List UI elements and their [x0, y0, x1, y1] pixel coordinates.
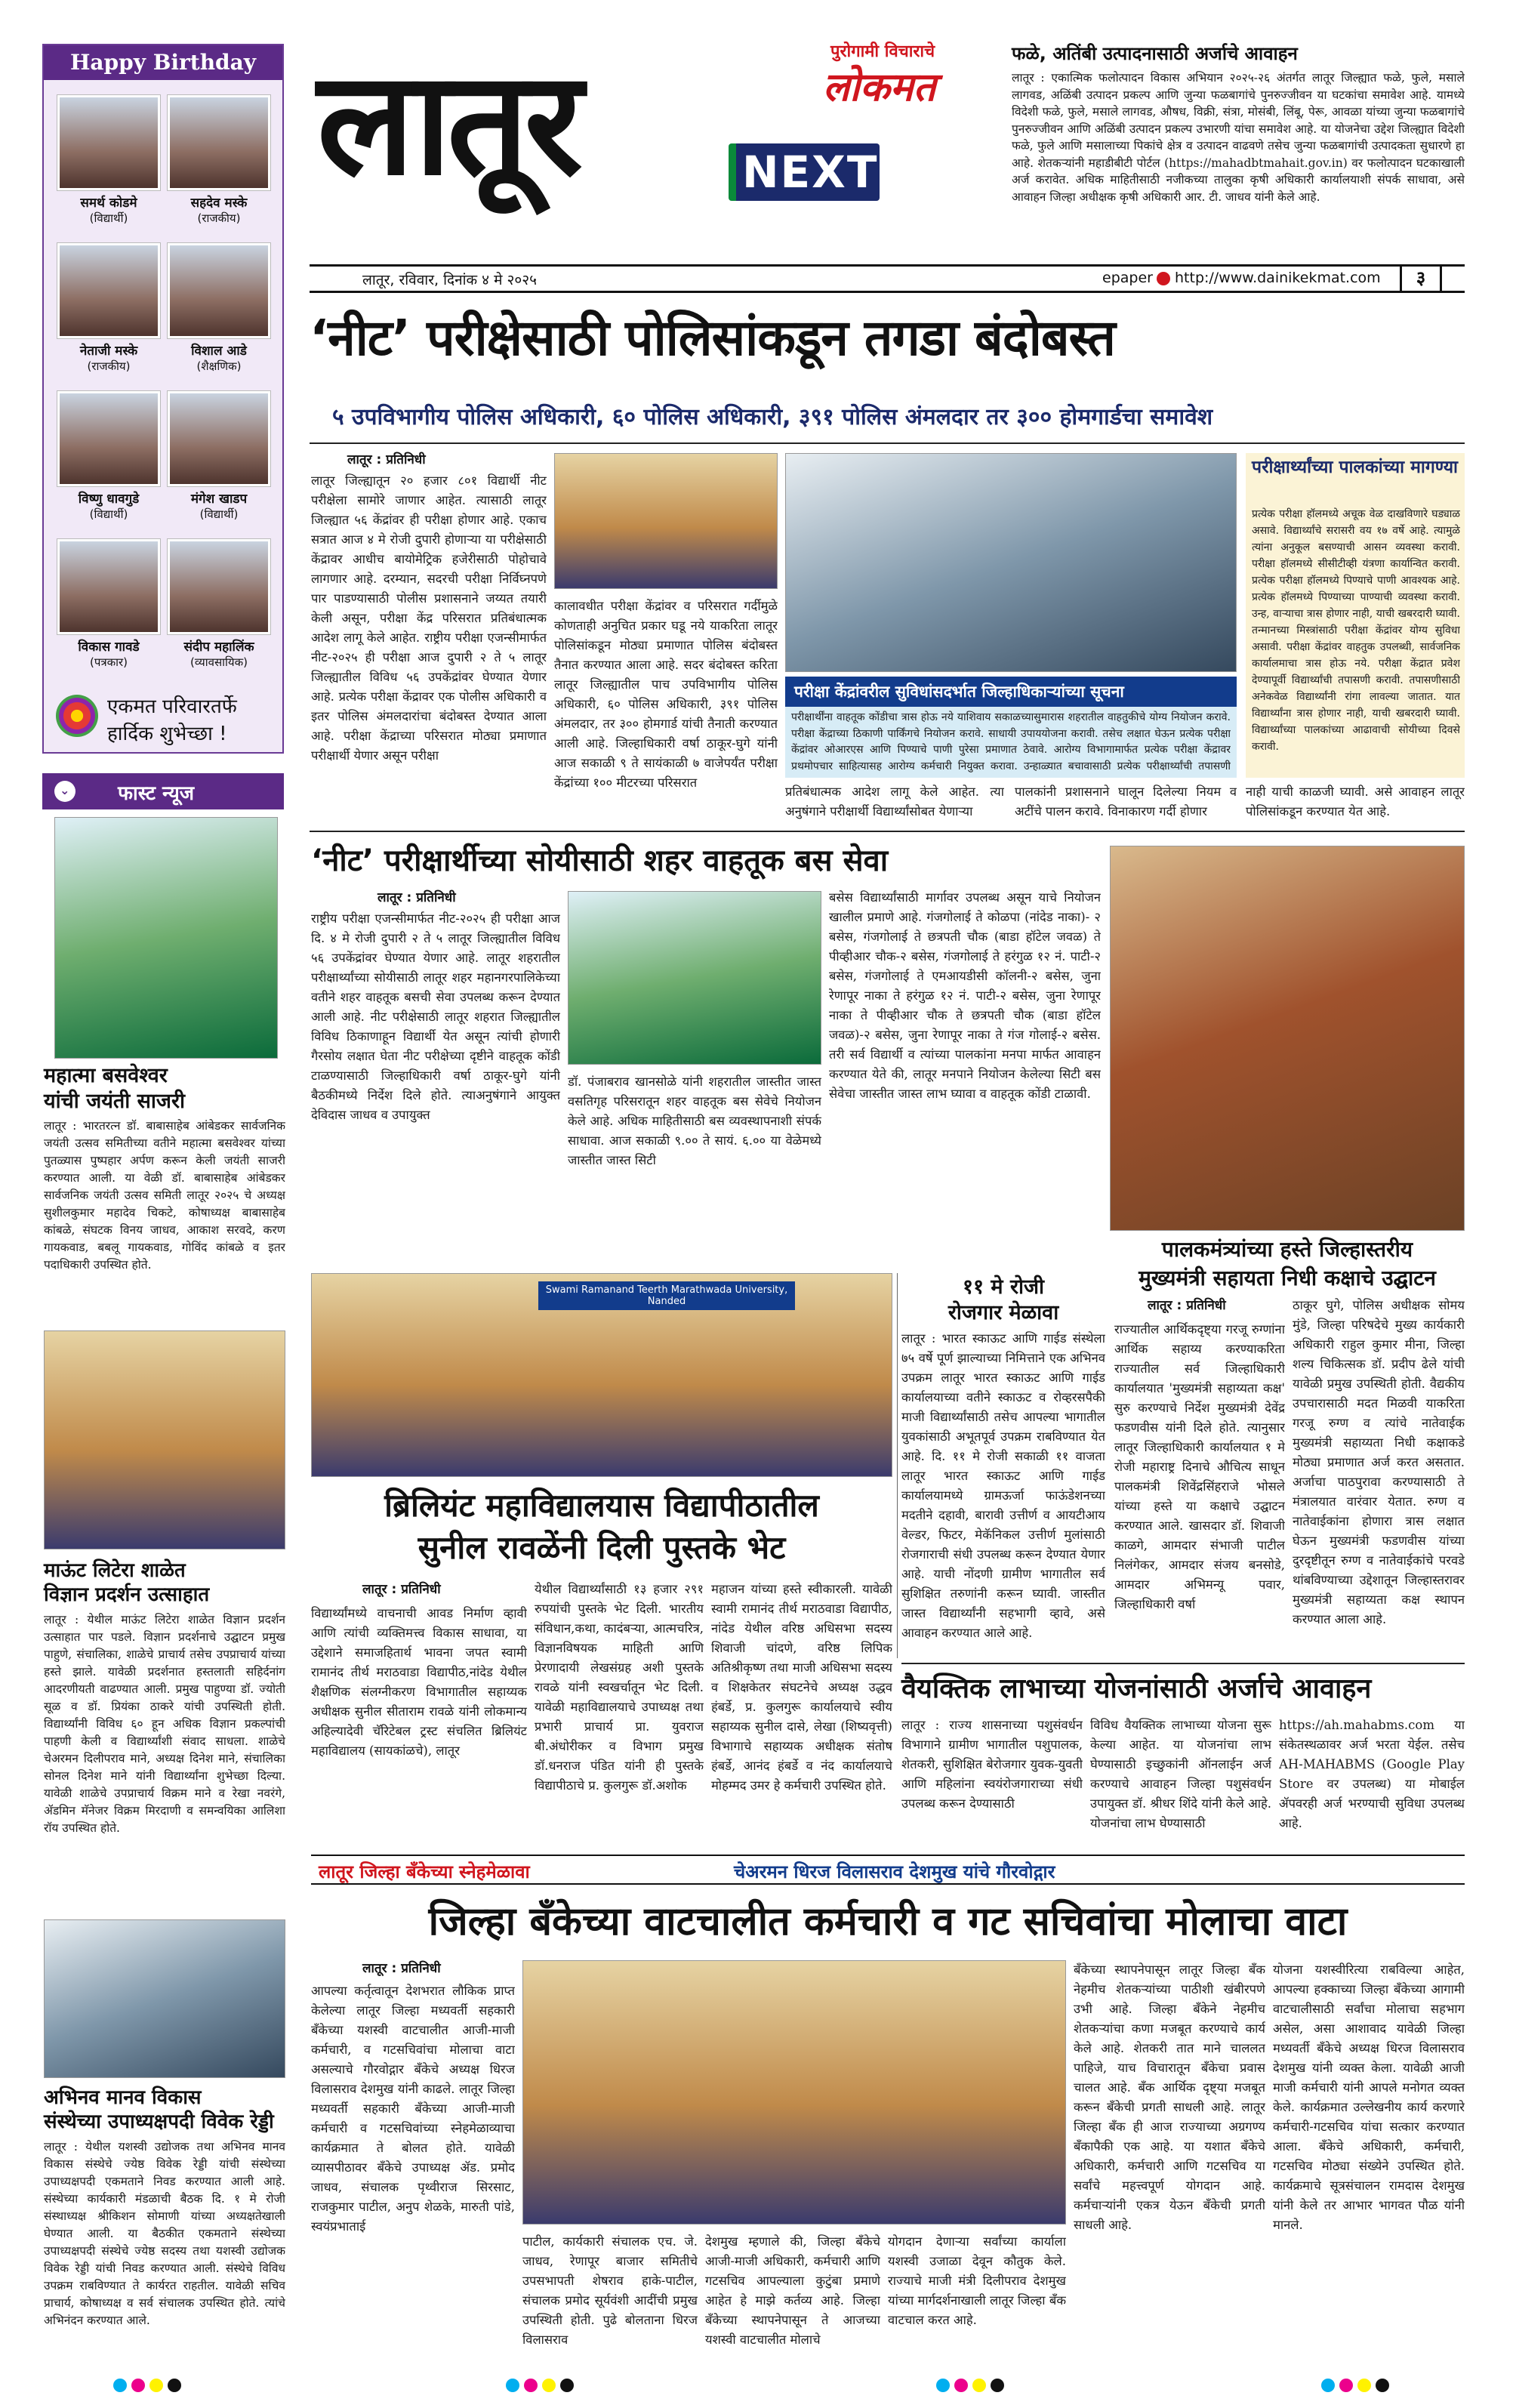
vaiyaktik-col3: https://ah.mahabms.com या संकेतस्थळावर अर्ज भरता येईल. तसेच AH-MAHABMS (Google Play Store वर उपलब्ध) या मोबाईल ॲपवरही अर्ज भरण्याची सुविधा उपलब्ध आहे. — [1279, 1718, 1465, 1830]
neet-main-subhead: ५ उपविभागीय पोलिस अधिकारी, ६० पोलिस अधिकारी, ३९१ पोलिस अंमलदार तर ३०० होमगार्डचा समावेश — [332, 404, 1213, 430]
lokmat-logo: लोकमत — [823, 65, 936, 110]
brilliant-col2: येथील विद्यार्थ्यांसाठी १३ हजार २९१ रुपयांची पुस्तके भेट दिली. भारतीय संविधान,कथा, कादंबऱ्या, आत्मचरित्र, विज्ञानविषयक माहिती आणि प्रेरणादायी लेखसंग्रह अशी पुस्तके रावळे यांनी स्वखर्चातून भेट दिली. यावेळी महाविद्यालयाचे उपाध्यक्ष तथा प्रभारी प्राचार्य प्रा. युवराज बी.अंधोरीकर व विभाग प्रमुख डॉ.धनराज पंडित यांनी ही पुस्तके विद्यापीठाचे प्र. कुलगुरू डॉ.अशोक — [535, 1582, 704, 1793]
avatar — [57, 539, 160, 634]
neet-main-col3: प्रतिबंधात्मक आदेश लागू केले आहेत. त्या अनुषंगाने परीक्षार्थी विद्यार्थ्यांसोबत येणाऱ्या — [785, 785, 1004, 819]
bank-col6: योजना यशस्वीरित्या राबविल्या आहेत, आपल्या हक्काच्या जिल्हा बँकेच्या आगामी वाटचालीसाठी सर्वांचा मोलाचा सहभाग असेल, असा आशावाद यावेळी जिल्हा मध्यवर्ती बँकेचे अध्यक्ष धिरज विलासराव देशमुख यांनी व्यक्त केला. यावेळी आजी माजी कर्मचारी यांनी आपले मनोगत व्यक्त केले. कार्यक्रमात उल्लेखनीय कार्य करणारे कर्मचारी-गटसचिव यांचा सत्कार करण्यात आला. बँकेचे अधिकारी, कर्मचारी, गटसचिव मोठ्या संख्येने उपस्थित होते. कार्यक्रमाचे सूत्रसंचालन रामदास देशमुख यांनी केले तर आभार भागवत पौळ यांनी मानले. — [1273, 1962, 1465, 2232]
neet-main-col2: कालावधीत परीक्षा केंद्रांवर व परिसरात गर्दीमुळे कोणताही अनुचित प्रकार घडू नये याकरिता लातूर पोलिसांकडून मोठ्या प्रमाणात पोलिस बंदोबस्त तैनात करण्यात आला आहे. सदर बंदोबस्त करिता लातूर जिल्ह्यातील पाच उपविभागीय पोलिस अधिकारी, ६० पोलिस अधिकारी, ३९१ पोलिस अंमलदार, तर ३०० होमगार्ड यांची तैनाती करण्यात आली आहे. जिल्हाधिकारी वर्षा ठाकूर-घुगे यांनी आज सकाळी ९ ते सायंकाळी ७ वाजेपर्यंत परीक्षा केंद्रांच्या १०० मीटरच्या परिसरात — [554, 599, 778, 790]
cm-fund-col2: ठाकूर घुगे, पोलिस अधीक्षक सोमय मुंडे, जिल्हा परिषदेचे मुख्य कार्यकारी अधिकारी राहुल कुमार मीना, जिल्हा शल्य चिकित्सक डॉ. प्रदीप ढेले यांची यावेळी प्रमुख उपस्थिती होती. वैद्यकीय उपचारासाठी मदत मिळवी याकरिता गरजू रुग्ण व त्यांचे नातेवाईक मुख्यमंत्री सहाय्यता निधी कक्षाकडे मोठ्या प्रमाणात अर्ज करत असतात. अर्जाचा पाठपुरावा करण्यासाठी ते मंत्रालयात वारंवार येतात. रुग्ण व नातेवाईकांना होणारा त्रास लक्षात घेऊन मुख्यमंत्री फडणवीस यांच्या दुरदृष्टीतून रुग्ण व नातेवाईकांचे परवडे थांबविण्याच्या उद्देशातून जिल्हास्तरावर मुख्यमंत्री सहाय्यता कक्ष स्थापन करण्यात आला आहे. — [1293, 1298, 1465, 1626]
vaiyaktik-col2: विविध वैयक्तिक लाभाच्या योजना सुरू केल्या आहेत. या योजनांचा लाभ घेण्यासाठी इच्छुकांनी ऑनलाईन अर्ज करण्याचे आवाहन जिल्हा पशुसंवर्धन उपायुक्त डॉ. श्रीधर शिंदे यांनी केले आहे. योजनांचा लाभ घेण्यासाठी — [1090, 1718, 1271, 1830]
top-right-headline: फळे, अतिंबी उत्पादनासाठी अर्जाचे आवाहन — [1012, 43, 1298, 64]
dateline: लातूर, रविवार, दिनांक ४ मे २०२५ — [362, 272, 538, 288]
neet-main-end: नाही याची काळजी घ्यावी. असे आवाहन लातूर पोलिसांकडून करण्यात येत आहे. — [1246, 785, 1465, 819]
birthday-role: (विद्यार्थी) — [89, 211, 128, 225]
cmyk-dot — [972, 2379, 986, 2392]
wishes-line-1: एकमत परिवारतर्फे — [107, 695, 237, 718]
cmyk-dot — [1339, 2379, 1353, 2392]
avatar — [57, 243, 160, 338]
birthday-name: विशाल आडे — [191, 344, 247, 359]
rojgar-headline: ११ मे रोजी रोजगार मेळावा — [948, 1275, 1059, 1324]
cm-fund-col1: राज्यातील आर्थिकदृष्ट्या गरजू रुग्णांना आर्थिक सहाय्य करण्याकरिता राज्यातील सर्व जिल्हाधिकारी कार्यालयात 'मुख्यमंत्री सहाय्यता कक्ष' सुरु करण्याचे निर्देश मुख्यमंत्री देवेंद्र फडणवीस यांनी दिले होते. त्यानुसार लातूर जिल्हाधिकारी कार्यालयात १ मे रोजी महाराष्ट्र दिनाचे औचित्य साधून पालकमंत्री शिवेंद्रसिंहराजे भोसले यांच्या हस्ते या कक्षाचे उद्घाटन करण्यात आले. खासदार डॉ. शिवाजी काळगे, आमदार संभाजी पाटील निलंगेकर, आमदार संजय बनसोडे, आमदार अभिमन्यू पवार, जिल्हाधिकारी वर्षा — [1114, 1322, 1285, 1611]
birthday-title: Happy Birthday — [69, 50, 257, 75]
cm-fund-byline: लातूर : प्रतिनिधी — [1148, 1298, 1226, 1313]
avatar — [168, 243, 270, 338]
cmyk-dot — [560, 2379, 574, 2392]
bank-kicker — [311, 1855, 1465, 1885]
birthday-name: विकास गावडे — [78, 640, 140, 655]
brilliant-headline: ब्रिलियंट महाविद्यालयास विद्यापीठातील सुनील रावळेंनी दिली पुस्तके भेट — [384, 1487, 819, 1566]
masthead-tagline: पुरोगामी विचाराचे — [830, 42, 935, 61]
birthday-header — [44, 45, 282, 80]
masthead-title: लातूर — [317, 40, 579, 207]
cmyk-dot — [149, 2379, 163, 2392]
avatar — [57, 95, 160, 190]
cm-fund-inauguration-photo — [1110, 846, 1465, 1231]
avatar — [168, 539, 270, 634]
birthday-name: मंगेश खाडप — [190, 492, 248, 507]
basaveshwar-statue-photo — [54, 817, 278, 1059]
fast-news-1-title: महात्मा बसवेश्वर यांची जयंती साजरी — [44, 1064, 185, 1113]
fast-news-3-body: लातूर : येथील यशस्वी उद्योजक तथा अभिनव मानव विकास संस्थेचे ज्येष्ठ विवेक रेड्डी यांची संस्थेच्या उपाध्यक्षपदी एकमताने निवड करण्यात आली आहे. संस्थेच्या कार्यकारी मंडळाची बैठक दि. १ मे रोजी संस्थाध्यक्ष श्रीकिशन सोमाणी यांच्या अध्यक्षतेखाली घेण्यात आली. या बैठकीत एकमताने संस्थेच्या उपाध्यक्षपदी संस्थेचे ज्येष्ठ सदस्य तथा यशस्वी उद्योजक विवेक रेड्डी यांची निवड करण्यात आली. संस्थेचे विविध उपक्रम राबविण्यात ते कार्यरत राहतील. यावेळी सचिव प्राचार्य, कोषाध्यक्ष व सर्व संचालक उपस्थित होते. त्यांचे अभिनंदन करण्यात आले. — [44, 2140, 285, 2327]
dateline-bar — [310, 264, 1465, 293]
cmyk-dot — [542, 2379, 556, 2392]
birthday-person — [168, 95, 270, 226]
cmyk-dot — [506, 2379, 519, 2392]
police-parade-photo — [785, 453, 1237, 672]
birthday-role: (विद्यार्थी) — [89, 507, 128, 521]
bank-col4: योगदान देणाऱ्या सर्वांच्या कार्याला यशस्वी उजाळा देवून कौतुक केले. राज्याचे माजी मंत्री दिलीपराव देशमुख यांच्या मार्गदर्शनाखाली लातूर जिल्हा बँक वाटचाल करत आहे. — [888, 2234, 1066, 2327]
page-number-box: ३ — [1400, 264, 1442, 293]
birthday-person — [57, 539, 160, 670]
cmyk-dot — [131, 2379, 145, 2392]
bank-kicker-blue: चेअरमन धिरज विलासराव देशमुख यांचे गौरवोद्गार — [734, 1861, 1055, 1882]
bank-col2: पाटील, कार्यकारी संचालक एच. जे. जाधव, रेणापूर बाजार समितीचे उपसभापती शेषराव हाके-पाटील, संचालक प्रमोद सूर्यवंशी आदींची प्रमुख उपस्थिती होती. पुढे बोलताना धिरज विलासराव — [522, 2234, 698, 2347]
city-bus-photo — [568, 891, 821, 1065]
birthday-role: (पत्रकार) — [89, 655, 128, 669]
cmyk-dot — [936, 2379, 950, 2392]
birthday-name: संदीप महालिंक — [183, 640, 254, 655]
birthday-name: नेताजी मस्के — [79, 344, 138, 359]
brilliant-col3: महाजन यांच्या हस्ते स्वीकारली. यावेळी स्वामी रामानंद तीर्थ मराठवाडा विद्यापीठ, नांदेड येथील वरिष्ठ अधिसभा सदस्य शिवाजी चांदणे, वरिष्ठ लिपिक अतिश्रीकृष्ण तथा माजी अधिसभा सदस्य व शिक्षकेतर संघटनेचे अध्यक्ष उद्धव हंबर्डे, प्र. कुलगुरू कार्यालयाचे स्वीय सहाय्यक सुनील दासे, लेखा (शिष्यवृत्ती) विभागाचे सहाय्यक अधीक्षक संतोष हंबर्डे, आनंद हंबर्डे व नंद कार्यालयाचे मोहम्मद उमर हे कर्मचारी उपस्थित होते. — [711, 1582, 892, 1793]
birthday-role: (राजकीय) — [87, 359, 131, 373]
exam-hall-photo — [554, 453, 778, 589]
parents-demand-box — [1246, 453, 1465, 778]
cmyk-dot — [1321, 2379, 1335, 2392]
birthday-person — [57, 95, 160, 226]
fast-news-2-body: लातूर : येथील माऊंट लिटेरा शाळेत विज्ञान प्रदर्शन उत्साहात पार पडले. विज्ञान प्रदर्शनाचे उद्घाटन प्रमुख पाहुणे, संचालिका, शाळेचे प्राचार्य तसेच उपप्राचार्य यांच्या हस्ते झाले. यावेळी प्रदर्शनात हस्तलाती सहिर्दनांग आदरणीयती वाढण्यात आली. प्रमुख पाहुण्या डॉ. ज्योती सूळ व डॉ. प्रियंका ठाकरे यांची उपस्थिती होती. विद्यार्थ्यांनी विविध ६० हून अधिक विज्ञान प्रकल्पांची पाहणी केली व विद्यार्थ्यांशी संवाद साधला. शाळेचे चेअरमन दिलीपराव माने, अध्यक्ष दिनेश माने, संचालिका सोनल दिनेश माने यांनी विद्यार्थ्यांना शुभेच्छा दिल्या. यावेळी शाळेचे उपप्राचार्य विक्रम माने व रेखा नवरंगे, ॲडमिन मॅनेजर विक्रम मिरदाणी व समन्वयिका आलिशा रॉय उपस्थित होते. — [44, 1613, 285, 1835]
birthday-role: (विद्यार्थी) — [199, 507, 239, 521]
bank-col1: आपल्या कर्तृत्वातून देशभरात लौकिक प्राप्त केलेल्या लातूर जिल्हा मध्यवर्ती सहकारी बँकेच्या यशस्वी वाटचालीत आजी-माजी कर्मचारी, व गटसचिवांचा मोलाचा वाटा असल्याचे गौरवोद्गार बँकेचे अध्यक्ष धिरज विलासराव देशमुख यांनी काढले. लातूर जिल्हा मध्यवर्ती सहकारी बँकेच्या आजी-माजी कर्मचारी व गटसचिवांच्या स्नेहमेळाव्याचा कार्यक्रमात ते बोलत होते. यावेळी व्यासपीठावर बँकेचे उपाध्यक्ष ॲड. प्रमोद जाधव, संचालक पृथ्वीराज सिरसाट, राजकुमार पाटील, अनुप शेळके, मारुती पांडे, स्वयंप्रभाताई — [311, 1984, 515, 2234]
collector-instructions-box — [785, 677, 1237, 778]
birthday-role: (व्यावसायिक) — [190, 655, 248, 669]
collector-box-head: परीक्षा केंद्रांवरील सुविधांसदर्भात जिल्हाधिकाऱ्यांच्या सूचना — [785, 677, 1237, 707]
birthday-person — [168, 391, 270, 522]
birthday-name: सहदेव मस्के — [190, 196, 248, 211]
brilliant-byline: लातूर : प्रतिनिधी — [362, 1582, 441, 1597]
neet-main-col1: लातूर जिल्ह्यातून २० हजार ८०१ विद्यार्थी नीट परीक्षेला सामोरे जाणार आहेत. त्यासाठी लातूर जिल्ह्यात ५६ केंद्रांवर ही परीक्षा होणार आहे. एकाच सत्रात आज ४ मे रोजी दुपारी होणाऱ्या या परीक्षेसाठी केंद्रावर आधीच बायोमेट्रिक हजेरीसाठी पोहोचावे लागणार आहे. दरम्यान, सदरची परीक्षा निर्विघ्नपणे पार पाडण्यासाठी पोलीस प्रशासनाने जय्यत तयारी केली असून, परीक्षा केंद्र परिसरात प्रतिबंधात्मक आदेश लागू केले आहेत. राष्ट्रीय परीक्षा एजन्सीमार्फत नीट-२०२५ ही परीक्षा आज दुपारी २ ते ५ लातूर जिल्ह्यातील विविध ५६ उपकेंद्रांवर घेण्यात येणार आहे. प्रत्येक परीक्षा केंद्रावर एक पोलीस अधिकारी व इतर पोलिस अंमलदारांचा बंदोबस्त देण्यात आला आहे. परीक्षा केंद्राच्या परिसरात मोठ्या प्रमाणात परीक्षार्थी येणार असून परीक्षा — [311, 473, 547, 763]
epaper-label: epaper — [1102, 270, 1153, 286]
birthday-sidebar — [42, 44, 284, 754]
neet-main-byline: लातूर : प्रतिनिधी — [347, 452, 426, 467]
fast-news-2-title: माऊंट लिटेरा शाळेत विज्ञान प्रदर्शन उत्साहात — [44, 1559, 210, 1606]
bank-event-photo — [522, 1960, 1066, 2225]
flower-icon — [56, 695, 98, 737]
parents-demand-head: परीक्षार्थ्यांच्या पालकांच्या मागण्या — [1252, 458, 1458, 477]
birthday-role: (राजकीय) — [197, 211, 241, 225]
book-gift-photo — [311, 1273, 892, 1477]
cmyk-dot — [1376, 2379, 1389, 2392]
cmyk-dot — [168, 2379, 181, 2392]
neet-main-headline: ‘नीट’ परीक्षेसाठी पोलिसांकडून तगडा बंदोबस्त — [310, 309, 1115, 367]
bus-headline: ‘नीट’ परीक्षार्थीच्या सोयीसाठी शहर वाहतूक बस सेवा — [311, 843, 889, 878]
fast-news-3-title: अभिनव मानव विकास संस्थेच्या उपाध्यक्षपदी विवेक रेड्डी — [44, 2086, 274, 2133]
collector-box-body: परीक्षार्थींना वाहतूक कोंडीचा त्रास होऊ नये याशिवाय सकाळच्यासुमारास शहरातील वाहतुकीचे योग्य नियोजन करावे. परीक्षा केंद्राच्या ठिकाणी पार्किंगचे नियोजन करावे. साधायी उपाययोजना करावी. तसेच लक्षात घेऊन प्रत्येक परीक्षा केंद्रांवर ओआरएस आणि पिण्याचे पाणी पुरेसा प्रमाणात ठेवावे. आरोग्य विभागामार्फत प्रत्येक परीक्षा केंद्रावर प्रथमोपचार साहित्यासह आरोग्य कर्मचारी नियुक्त करावा. उन्हाळ्यात बचावासाठी प्रत्येक परीक्षार्थ्यांची तपासणी — [791, 711, 1231, 772]
avatar — [168, 95, 270, 190]
birthday-person — [168, 539, 270, 670]
top-right-body: लातूर : एकात्मिक फलोत्पादन विकास अभियान २०२५-२६ अंतर्गत लातूर जिल्ह्यात फळे, फुले, मसाले लागवड, अळिंबी उत्पादन प्रकल्प आणि जुन्या फळबागांचे पुनरुज्जीवन या घटकांचा समावेश आहे. यामध्ये विदेशी फळे, फुले, मसाले लागवड, औषध, विक्री, संत्रा, मोसंबी, लिंबू, पेरू, आवळा यांच्या जुन्या फळबागांचे पुनरुज्जीवन आणि अळिंबी उत्पादन प्रकल्प उभारणी यांचा समावेश आहे. या योजनेचा उद्देश जिल्ह्यात विदेशी फळे, फुले आणि मसालाच्या पिकांचे क्षेत्र व उत्पादन वाढवणे तसेच जुन्या फळबागांची उत्पादकता सुधारणे हा आहे. शेतकऱ्यांनी महाडीबीटी पोर्टल (https://mahadbtmahait.gov.in) वर फलोत्पादन घटकाखाली अर्ज करावेत. अधिक माहितीसाठी नजीकच्या तालुका कृषी अधिकारी कार्यालयाशी संपर्क साधावा, असे आवाहन जिल्हा अधीक्षक कृषी अधिकारी आर. टी. जाधव यांनी केले आहे. — [1012, 71, 1465, 204]
vaiyaktik-headline: वैयक्तिक लाभाच्या योजनांसाठी अर्जाचे आवाहन — [901, 1673, 1372, 1704]
bank-headline: जिल्हा बँकेच्या वाटचालीत कर्मचारी व गट सचिवांचा मोलाचा वाटा — [428, 1899, 1348, 1944]
science-exhibition-photo — [44, 1330, 285, 1549]
wishes-block — [51, 689, 278, 749]
birthday-name: समर्थ कोडमे — [80, 196, 137, 211]
birthday-name: विष्णु धावगुडे — [78, 492, 140, 507]
rojgar-body: लातूर : भारत स्काऊट आणि गाईड संस्थेला ७५ वर्षे पूर्ण झाल्याच्या निमित्ताने एक अभिनव उपक्रम लातूर भारत स्काऊट आणि गाईड कार्यालयाच्या वतीने स्काऊट व रोव्हरसपैकी माजी विद्यार्थ्यांसाठी तसेच आपल्या भागातील युवकांसाठी अभूतपूर्व उपक्रम राबविण्यात येत आहे. दि. ११ मे रोजी सकाळी ११ वाजता लातूर भारत स्काऊट आणि गाईड कार्यालयामध्ये ग्रामऊर्जा फाऊंडेशनच्या मदतीने दहावी, बारावी उत्तीर्ण व आयटीआय वेल्डर, फिटर, मेकॅनिकल उत्तीर्ण मुलांसाठी रोजगाराची संधी उपलब्ध करून देण्यात येणार आहे. याची नोंदणी ग्रामीण भागातील सर्व सुशिक्षित तरुणांनी करून घ्यावी. जास्तीत जास्त विद्यार्थ्यांनी सहभागी व्हावे, असे आवाहन करण्यात आले आहे. — [901, 1331, 1105, 1640]
vaiyaktik-col1: लातूर : राज्य शासनाच्या पशुसंवर्धन विभागाने ग्रामीण भागातील पशुपालक, शेतकरी, सुशिक्षित बेरोजगार युवक-युवती आणि महिलांना स्वयंरोजगाराच्या संधी उपलब्ध करून देण्यासाठी — [901, 1718, 1083, 1811]
globe-icon — [1157, 272, 1170, 285]
masthead — [302, 30, 1003, 257]
next-logo: NEXT — [729, 143, 880, 201]
cm-fund-headline: पालकमंत्र्यांच्या हस्ते जिल्हास्तरीय मुख्यमंत्री सहायता निधी कक्षाचे उद्घाटन — [1139, 1237, 1436, 1290]
bus-col1: राष्ट्रीय परीक्षा एजन्सीमार्फत नीट-२०२५ ही परीक्षा आज दि. ४ मे रोजी दुपारी २ ते ५ लातूर जिल्ह्यातील विविध ५६ उपकेंद्रांवर घेण्यात येणार आहे. लातूर शहरातील परीक्षार्थ्यांच्या सोयीसाठी लातूर शहर महानगरपालिकेच्या वतीने शहर वाहतूक बसची सेवा उपलब्ध करून देण्यात आली आहे. नीट परीक्षेसाठी लातूर शहरात जिल्ह्यातील विविध ठिकाणाहून विद्यार्थी येत असून त्यांची होणारी गैरसोय लक्षात घेता नीट परीक्षेच्या दृष्टीने वाहतूक कोंडी टाळण्यासाठी जिल्हाधिकारी वर्षा ठाकूर-घुगे यांनी बैठकीमध्ये निर्देश दिले होते. त्याअनुषंगाने आयुक्त देविदास जाधव व उपायुक्त — [311, 911, 560, 1122]
fast-news-1-body: लातूर : भारतरत्न डॉ. बाबासाहेब आंबेडकर सार्वजनिक जयंती उत्सव समितीच्या वतीने महात्मा बसवेश्वर यांच्या पुतळ्यास पुष्पहार अर्पण करून केली जयंती साजरी करण्यात आली. या वेळी डॉ. बाबासाहेब आंबेडकर सार्वजनिक जयंती उत्सव समिती लातूर २०२५ चे अध्यक्ष सुशीलकुमार महादेव चिकटे, कोषाध्यक्ष बाबासाहेब कांबळे, संघटक विनय जाधव, आकाश सरवदे, करण गायकवाड, बबलू गायकवाड, गोविंद कांबळे व इतर पदाधिकारी उपस्थित होते. — [44, 1119, 285, 1272]
top-right-news — [1012, 33, 1465, 260]
cmyk-dot — [113, 2379, 127, 2392]
birthday-person — [168, 243, 270, 374]
parents-demand-body: प्रत्येक परीक्षा हॉलमध्ये अचूक वेळ दाखविणारे घड्याळ असावे. विद्यार्थ्यांचे सरासरी वय १७ वर्षे आहे. त्यामुळे त्यांना अनुकूल बसण्याची आसन व्यवस्था करावी. परीक्षा हॉलमध्ये सीसीटीव्ही यंत्रणा कार्यान्वित करावी. प्रत्येक परीक्षा हॉलमध्ये पिण्याचे पाणी आवश्यक आहे. प्रत्येक हॉलमध्ये पिण्याच्या पाण्याची व्यवस्था करावी. उन्ह, वाऱ्याचा त्रास होणार नाही, याची खबरदारी घ्यावी. तन्मानच्या मिस्त्रांसाठी परीक्षा केंद्रांवर योग्य सुविधा असावी. परीक्षा केंद्रांवर वाहतुक उपलब्धी, सार्वजनिक कार्यालमाचा त्रास होऊ नये. परीक्षा केंद्रात प्रवेश देण्यापूर्वी विद्यार्थ्यांची तपासणी करावी. तपासणीसाठी अनेकवेळ विद्यार्थ्यांनी रांगा लावल्या जातात. यात विद्यार्थ्यांना त्रास होणार नाही, याची खबरदारी घ्यावी. विद्यार्थ्यांच्या पालकांच्या आढावाची सोयीच्या दिवसे करावी. — [1252, 508, 1460, 753]
bank-col3: देशमुख म्हणाले की, जिल्हा बँकेचे आजी-माजी अधिकारी, कर्मचारी आणि गटसचिव आपल्याला कुटुंबा प्रमाणे आहेत हे माझे कर्तव्य आहे. जिल्हा बँकेच्या स्थापनेपासून ते आजच्या यशस्वी वाटचालीत मोलाचे — [705, 2234, 880, 2347]
cmyk-dot — [1357, 2379, 1371, 2392]
avatar — [168, 391, 270, 486]
university-banner: Swami Ramanand Teerth Marathwada University, Nanded — [538, 1281, 795, 1310]
cmyk-dot — [954, 2379, 968, 2392]
bank-kicker-red: लातूर जिल्हा बँकेच्या स्नेहमेळावा — [319, 1861, 530, 1882]
wishes-line-2: हार्दिक शुभेच्छा ! — [107, 723, 227, 745]
cmyk-dot — [524, 2379, 538, 2392]
birthday-person — [57, 391, 160, 522]
abhinav-society-photo — [44, 1919, 285, 2078]
fast-news-title: फास्ट न्यूज — [118, 782, 195, 805]
brilliant-col1: विद्यार्थ्यांमध्ये वाचनाची आवड निर्माण व्हावी आणि त्यांची व्यक्तिमत्त्व विकास साधावा, या उद्देशाने समाजहितार्थ भावना जपत स्वामी रामानंद तीर्थ मराठवाडा विद्यापीठ,नांदेड येथील शैक्षणिक संलग्नीकरण विभागातील सहाय्यक अधीक्षक सुनील सीताराम रावळे यांनी लोकमान्य अहिल्यादेवी चॅरिटेबल ट्रस्ट संचलित ब्रिलियंट महाविद्यालय (सायकांळचे), लातूर — [311, 1606, 527, 1758]
avatar — [57, 391, 160, 486]
neet-main-col4: पालकांनी प्रशासनाने घालून दिलेल्या नियम व अटींचे पालन करावे. विनाकारण गर्दी होणार — [1015, 785, 1237, 819]
bus-col3: बसेस विद्यार्थ्यांसाठी मार्गावर उपलब्ध असून याचे नियोजन खालील प्रमाणे आहे. गंजगोलाई ते कोळपा (नांदेड नाका)- २ बसेस, गंजगोलाई ते छत्रपती चौक (बाडा हॉटेल जवळ) ते पीव्हीआर चौक-२ बसेस, गंजगोलाई ते हरंगुळ १२ नं. पाटी-२ बसेस, गंजगोलाई ते एमआयडीसी कॉलनी-२ बसेस, जुना रेणापूर नाका ते हरंगुळ १२ नं. पाटी-२ बसेस, जुना रेणापूर नाका ते पीव्हीआर चौक ते छत्रपती चौक (बाडा हॉटेल जवळ)-२ बसेस, जुना रेणापूर नाका ते गंज गोलाई-२ बसेस. तरी सर्व विद्यार्थी व त्यांच्या पालकांना मनपा मार्फत आवाहन करण्यात येते की, लातूर मनपाने नियोजन केलेल्या सिटी बस सेवेचा जास्तीत जास्त लाभ घ्यावा व वाहतूक कोंडी टाळावी. — [829, 890, 1101, 1101]
bus-col2: डॉ. पंजाबराव खानसोळे यांनी शहरातील जास्तीत जास्त वसतिगृह परिसरातून शहर वाहतूक बस सेवेचे नियोजन केले आहे. अधिक माहितीसाठी बस व्यवस्थापनाशी संपर्क साधावा. आज सकाळी ९.०० ते सायं. ६.०० या वेळेमध्ये जास्तीत जास्त सिटी — [568, 1075, 821, 1167]
bank-byline: लातूर : प्रतिनिधी — [362, 1961, 441, 1976]
birthday-role: (शैक्षणिक) — [196, 359, 242, 373]
website-link[interactable]: http://www.dainikekmat.com — [1175, 270, 1381, 286]
cmyk-dot — [991, 2379, 1004, 2392]
fast-news-header: ⌄ फास्ट न्यूज — [42, 773, 284, 809]
birthday-person — [57, 243, 160, 374]
bank-col5: बँकेच्या स्थापनेपासून लातूर जिल्हा बँक नेहमीच शेतकऱ्यांच्या पाठीशी खंबीरपणे उभी आहे. जिल्हा बँकेने नेहमीच शेतकऱ्यांचा कणा मजबूत करण्याचे कार्य केले आहे. शेतकरी तात माने चाललत पाहिजे, याच विचारातून बँकेचा प्रवास चालत आहे. बँक आर्थिक दृष्ट्या मजबूत करून बँकेची प्रगती साधली आहे. लातूर जिल्हा बँक ही आज राज्याच्या अग्रगण्य बँकापैकी एक आहे. या यशात बँकेचे अधिकारी, कर्मचारी आणि गटसचिव या सर्वांचे महत्त्वपूर्ण योगदान आहे. कर्मचाऱ्यांनी एकत्र येऊन बँकेची प्रगती साधली आहे. — [1074, 1962, 1265, 2232]
bus-byline: लातूर : प्रतिनिधी — [377, 890, 456, 905]
